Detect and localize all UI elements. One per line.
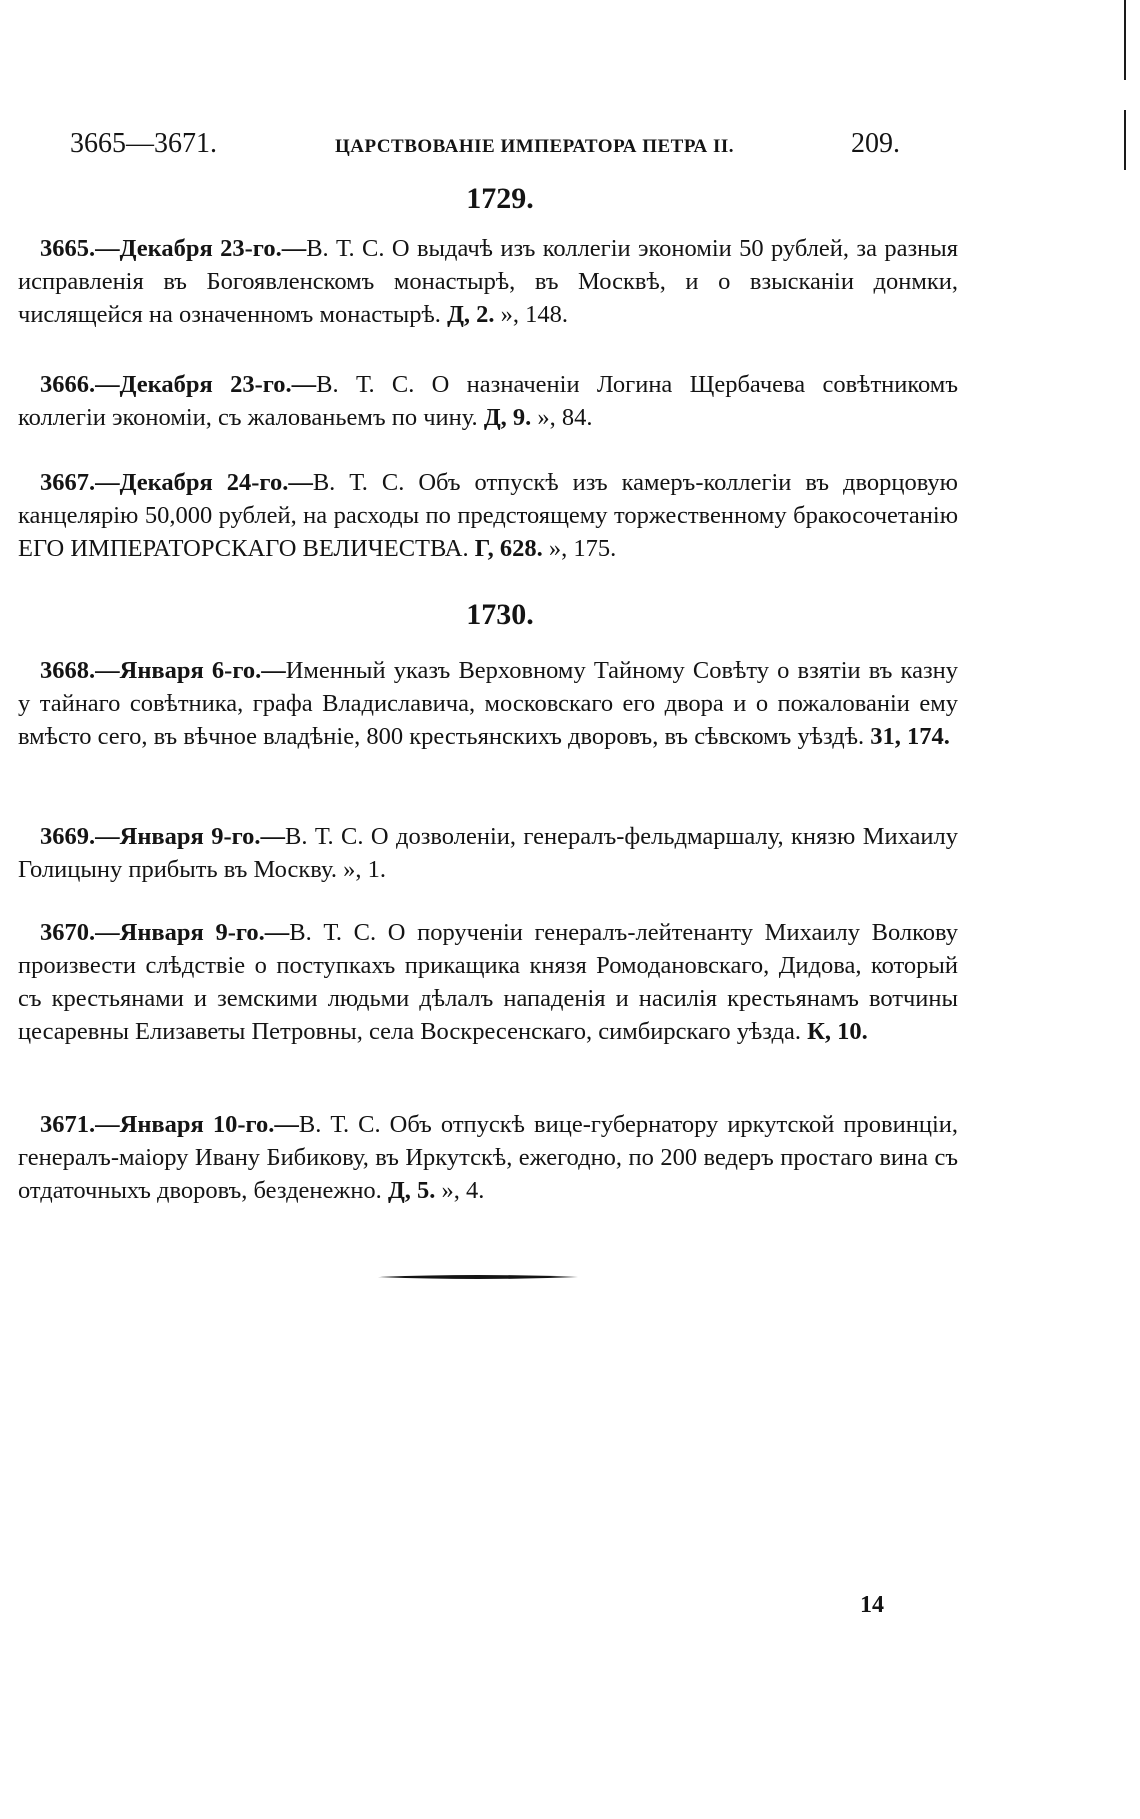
decree-entry [18,232,958,331]
ornamental-rule [378,1274,578,1280]
entry-number: 3668. [40,657,96,684]
entry-reference: », 1. [343,856,386,883]
entry-number: 3669. [40,823,96,850]
year-heading: 1729. [466,182,534,215]
entry-text: В. Т. С. О дозволеніи, генералъ-фельдмаршалу, князю Михаилу Голицыну прибыть въ Москву. [18,823,958,883]
page-edge-mark [1124,0,1126,80]
entry-number: 3667. [40,469,96,496]
entry-date: —Декабря 24-го.— [95,469,313,496]
entry-date: —Декабря 23-го.— [95,235,307,262]
entry-date: —Января 9-го.— [95,919,290,946]
entry-source: К, 10. [807,1018,868,1045]
page-number: 209. [851,128,900,159]
entry-text: Именный указъ Верховному Тайному Совѣту о взятіи въ казну у тайнаго совѣтника, графа Владиславича, московскаго его двора и о пожалованіи ему вмѣсто сего, въ вѣчное владѣніе, 800 крестьянскихъ дворовъ, въ сѣвскомъ уѣздѣ. [18,657,958,750]
decree-entry [18,368,958,434]
entry-number: 3670. [40,919,96,946]
entry-text: В. Т. С. О выдачѣ изъ коллегіи экономіи 50 рублей, за разныя исправленія въ Богоявленскомъ монастырѣ, въ Москвѣ, и о взысканіи донмки, числящейся на означенномъ монастырѣ. [18,235,958,328]
entry-date: —Декабря 23-го.— [95,371,317,398]
entry-range: 3665—3671. [70,128,217,159]
entry-number: 3666. [40,371,96,398]
entry-date: —Января 9-го.— [95,823,286,850]
entry-text: В. Т. С. О назначеніи Логина Щербачева совѣтникомъ коллегіи экономіи, съ жалованьемъ по чину. [18,371,958,431]
entry-reference: », 4. [441,1177,485,1204]
year-heading: 1730. [466,598,534,631]
decree-entry [18,1108,958,1207]
signature-mark: 14 [860,1592,884,1618]
decree-entry [18,916,958,1048]
page-edge-mark [1124,110,1126,170]
decree-entry [18,654,958,753]
decree-entry [18,466,958,565]
decree-entry [18,820,958,886]
entry-text: В. Т. С. Объ отпускѣ вице-губернатору иркутской провинціи, генералъ-маіору Ивану Бибикову, въ Иркутскѣ, ежегодно, по 200 ведеръ простаго вина съ отдаточныхъ дворовъ, безденежно. [18,1111,958,1204]
running-header [70,128,900,168]
entry-source: Д, 9. [483,404,538,431]
entry-source: Д, 2. [447,301,501,328]
entry-text: В. Т. С. Объ отпускѣ изъ камеръ-коллегіи въ дворцовую канцелярію 50,000 рублей, на расходы по предстоящему торжественному бракосочетанію ЕГО ИМПЕРАТОРСКАГО ВЕЛИЧЕСТВА. [18,469,958,562]
entry-text: В. Т. С. О порученіи генералъ-лейтенанту Михаилу Волкову произвести слѣдствіе о поступкахъ прикащика князя Ромодановскаго, Дидова, который съ крестьянами и земскими людьми дѣлалъ нападенія и насилія крестьянамъ вотчины цесаревны Елизаветы Петровны, села Воскресенскаго, симбирскаго уѣзда. [18,919,958,1045]
entry-reference: », 175. [548,535,617,562]
running-title: ЦАРСТВОВАНІЕ ИМПЕРАТОРА ПЕТРА II. [335,136,735,157]
entry-source: Г, 628. [474,535,549,562]
entry-reference: », 148. [500,301,569,328]
entry-number: 3665. [40,235,96,262]
entry-reference: », 84. [537,404,593,431]
entry-source: 31, 174. [870,723,950,750]
entry-number: 3671. [40,1111,96,1138]
entry-date: —Января 6-го.— [95,657,286,684]
ornamental-rule-icon [378,1274,578,1280]
entry-source: Д, 5. [387,1177,442,1204]
entry-date: —Января 10-го.— [95,1111,299,1138]
